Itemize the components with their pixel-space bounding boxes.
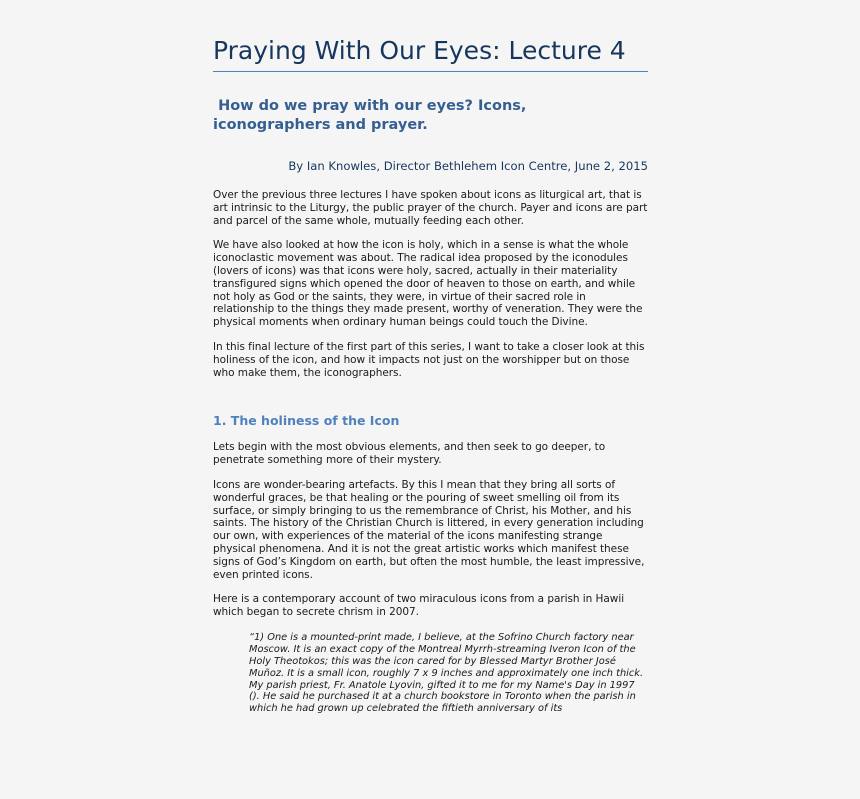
paragraph: We have also looked at how the icon is holy, which in a sense is what the whole iconoclastic movement was about. The radical idea proposed by the iconodules (lovers of icons) was that icons were holy, sacred, actually in their materiality transfigured signs which opened the door of heaven to those on earth, and while not holy as God or the saints, they were, in virtue of their sacred role in relationship to the things they made present, worthy of veneration. They were the physical moments when ordinary human beings could touch the Divine. xyxy=(213,239,643,329)
document-page xyxy=(213,36,648,715)
paragraph: Here is a contemporary account of two miraculous icons from a parish in Hawii which began to secrete chrism in 2007. xyxy=(213,593,625,619)
paragraph: In this final lecture of the first part of this series, I want to take a closer look at this holiness of the icon, and how it impacts not just on the worshipper but on those who make them, the iconographers. xyxy=(213,340,645,379)
document-subtitle xyxy=(213,97,648,135)
paragraph: Over the previous three lectures I have spoken about icons as liturgical art, that is art intrinsic to the Liturgy, the public prayer of the church. Payer and icons are part and parcel of the same whole, mutually feeding each other. xyxy=(213,189,648,227)
paragraph: Icons are wonder-bearing artefacts. By this I mean that they bring all sorts of wonderful graces, be that healing or the pouring of sweet smelling oil from its surface, or simply bringing to us the remembrance of Christ, his Mother, and his saints. The history of the Christian Church is littered, in every generation including our own, with experiences of the material of the icons manifesting strange physical phenomena. And it is not the great artistic works which manifest these signs of God’s Kingdom on earth, but often the most humble, the least impressive, even printed icons. xyxy=(213,478,645,581)
paragraph: Lets begin with the most obvious elements, and then seek to go deeper, to penetrate something more of their mystery. xyxy=(213,441,606,467)
section-heading: 1. The holiness of the Icon xyxy=(213,413,400,429)
block-quote: “1) One is a mounted-print made, I believe, at the Sofrino Church factory near Moscow. It is an exact copy of the Montreal Myrrh-streaming Iveron Icon of the Holy Theotokos; this was the icon cared for by Blessed Martyr Brother José Muñoz. It is a small icon, roughly 7 x 9 inches and approximately one inch thick. My parish priest, Fr. Anatole Lyovin, gifted it to me for my Name's Day in 1997 (). He said he purchased it at a church bookstore in Toronto when the parish in which he had grown up celebrated the fiftieth anniversary of its xyxy=(249,631,644,715)
subtitle-text: How do we pray with our eyes? Icons, iconographers and prayer. xyxy=(213,98,527,133)
document-title: Praying With Our Eyes: Lecture 4 xyxy=(213,36,648,72)
byline: By Ian Knowles, Director Bethlehem Icon Centre, June 2, 2015 xyxy=(288,159,648,173)
